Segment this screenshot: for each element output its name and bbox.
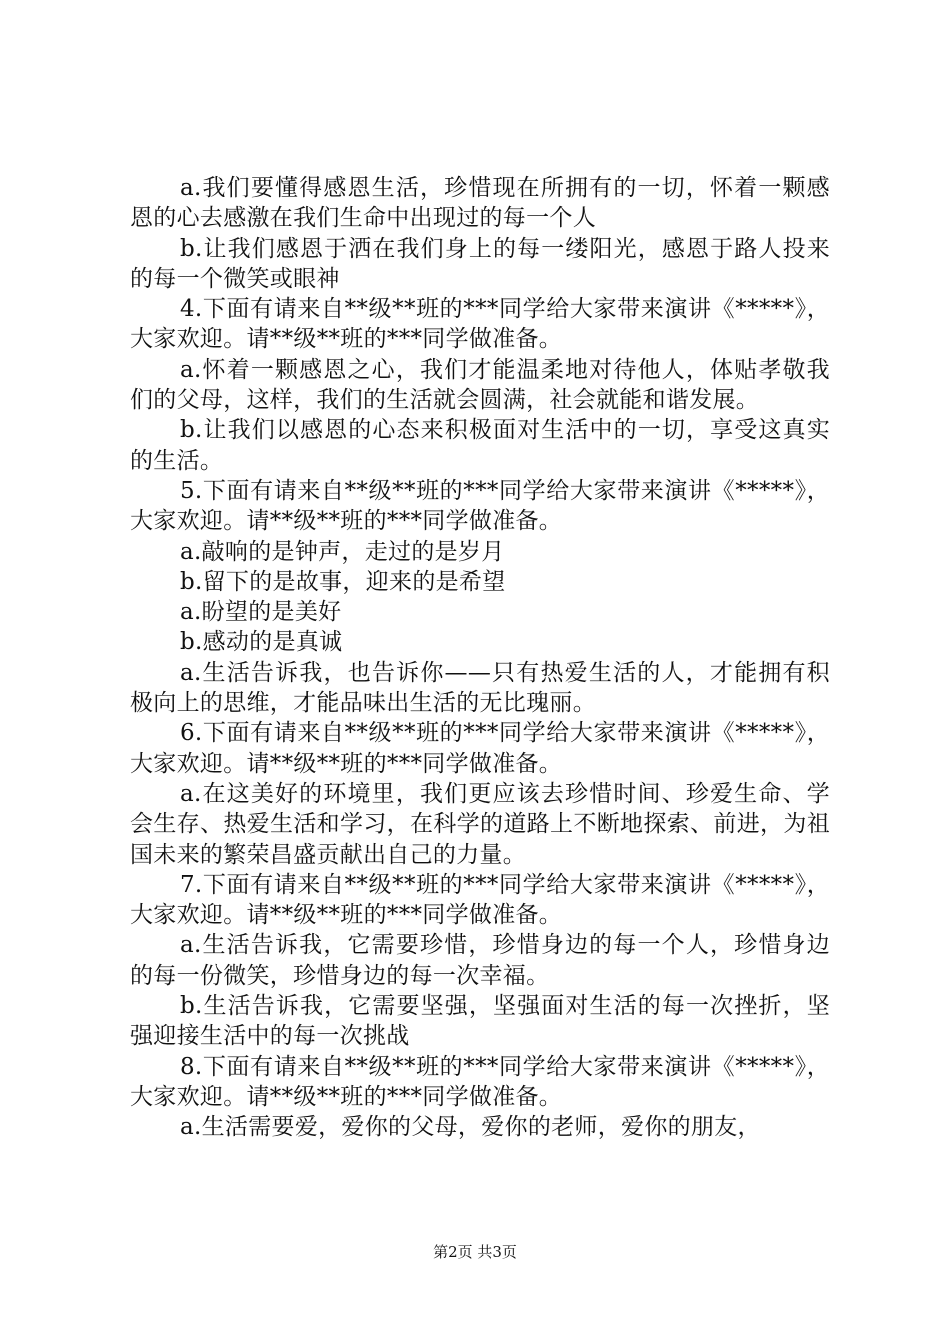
paragraph: a.我们要懂得感恩生活，珍惜现在所拥有的一切，怀着一颗感恩的心去感激在我们生命中出现过的每一个人 [130, 175, 830, 232]
paragraph: a.怀着一颗感恩之心，我们才能温柔地对待他人，体贴孝敬我们的父母，这样，我们的生活就会圆满，社会就能和谐发展。 [130, 356, 830, 414]
paragraph: b.留下的是故事，迎来的是希望 [180, 568, 506, 595]
paragraph: 4.下面有请来自**级**班的***同学给大家带来演讲《*****》，大家欢迎。请**级**班的***同学做准备。 [130, 296, 830, 353]
paragraph: a.生活需要爱，爱你的父母，爱你的老师，爱你的朋友， [180, 1114, 761, 1141]
paragraph: 8.下面有请来自**级**班的***同学给大家带来演讲《*****》，大家欢迎。请**级**班的***同学做准备。 [130, 1053, 830, 1110]
paragraph: a.生活告诉我，它需要珍惜，珍惜身边的每一个人，珍惜身边的每一份微笑，珍惜身边的每一次幸福。 [130, 932, 830, 989]
paragraph: a.敲响的是钟声，走过的是岁月 [180, 538, 505, 565]
paragraph: 7.下面有请来自**级**班的***同学给大家带来演讲《*****》，大家欢迎。请**级**班的***同学做准备。 [130, 871, 830, 929]
paragraph: a.生活告诉我，也告诉你——只有热爱生活的人，才能拥有积极向上的思维，才能品味出生活的无比瑰丽。 [130, 659, 830, 717]
paragraph: b.感动的是真诚 [180, 629, 343, 656]
paragraph: b.让我们感恩于洒在我们身上的每一缕阳光，感恩于路人投来的每一个微笑或眼神 [130, 235, 830, 292]
paragraph: a.盼望的是美好 [180, 599, 342, 626]
document-body [130, 173, 830, 1143]
page-number-footer: 第2页 共3页 [433, 1243, 517, 1261]
paragraph: a.在这美好的环境里，我们更应该去珍惜时间、珍爱生命、学会生存、热爱生活和学习，在科学的道路上不断地探索、前进，为祖国未来的繁荣昌盛贡献出自己的力量。 [130, 780, 830, 868]
paragraph: 5.下面有请来自**级**班的***同学给大家带来演讲《*****》，大家欢迎。请**级**班的***同学做准备。 [130, 477, 830, 535]
paragraph: b.生活告诉我，它需要坚强，坚强面对生活的每一次挫折，坚强迎接生活中的每一次挑战 [130, 993, 830, 1050]
paragraph: b.让我们以感恩的心态来积极面对生活中的一切，享受这真实的生活。 [130, 417, 830, 474]
paragraph: 6.下面有请来自**级**班的***同学给大家带来演讲《*****》，大家欢迎。请**级**班的***同学做准备。 [130, 720, 830, 777]
